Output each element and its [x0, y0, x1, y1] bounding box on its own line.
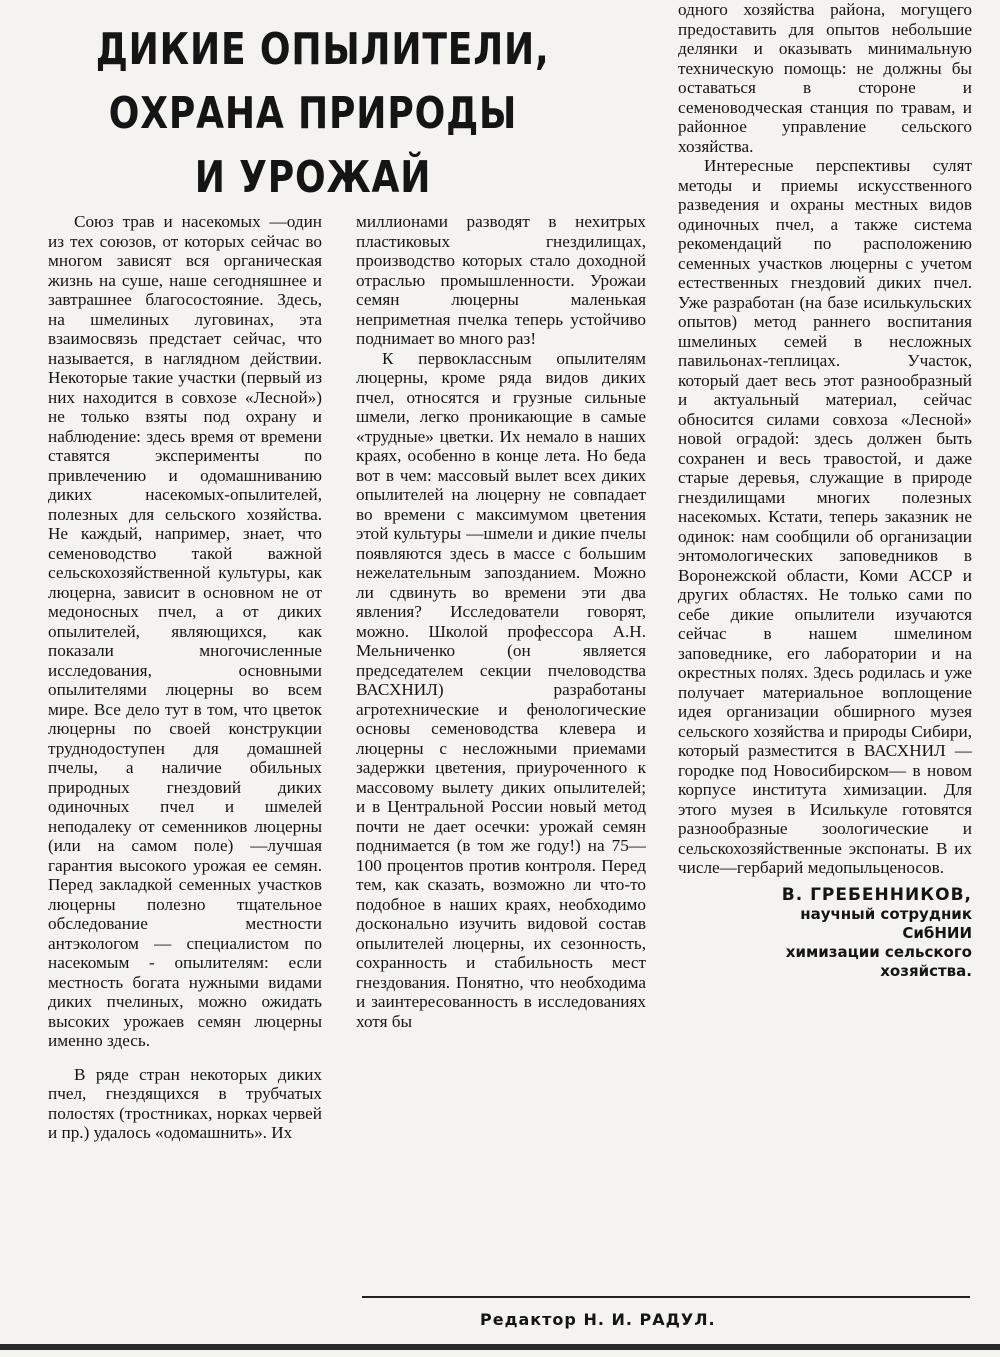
article-column-1: [48, 212, 322, 1143]
author-title-line-2: СибНИИ: [902, 923, 972, 942]
author-title-line-4: хозяйства.: [880, 961, 972, 980]
column-1-paragraph-2: В ряде стран некоторых диких пчел, гнездящихся в трубчатых полостях (тростниках, норках червей и пр.) удалось «одомашнить». Их: [48, 1064, 322, 1142]
column-3-paragraph-2: Интересные перспективы сулят методы и приемы искусственного разведения и охраны местных видов одиночных пчел, а также система рекомендаций по расположению семенных участков люцерны с учетом естественных гнездовий диких пчел. Уже разработан (на базе исилькульских опытов) метод раннего воспитания шмелиных семей в несложных павильонах-теплицах. Участок, который дает весь этот разнообразный и актуальный материал, сейчас обносится силами совхоза «Лесной» новой оградой: здесь должен быть сохранен и весь травостой, и даже старые деревья, служащие в природе гнездилищами многих полезных насекомых. Кстати, теперь заказник не одинок: нам сообщили об организации энтомологических заповедников в Воронежской области, Коми АССР и других областях. Не только сами по себе дикие опылители изучаются сейчас в нашем шмелином заповеднике, его лаборатории и на окрестных полях. Здесь родилась и уже получает материальное воплощение идея организации обширного музея сельского хозяйства и природы Сибири, который разместится в ВАСХНИЛ —городке под Новосибирском— в новом корпусе института химизации. Для этого музея в Исилькуле готовятся разнообразные зоологические и сельскохозяйственные экспонаты. В их числе—гербарий медопыльценосов.: [678, 156, 972, 877]
column-2-paragraph-1: миллионами разводят в нехитрых пластиковых гнездилищах, производство которых стало доходной отраслью промышленности. Урожаи семян люцерны маленькая неприметная пчелка теперь устойчиво поднимает во много раз!: [356, 212, 646, 348]
column-3-paragraph-1: одного хозяйства района, могущего предоставить для опытов небольшие делянки и оказывать минимальную техническую помощь: не должны бы оставаться в стороне и семеноводческая станция по травам, и районное управление сельского хозяйства.: [678, 0, 972, 156]
page-bottom-rule: [0, 1344, 1000, 1350]
author-name: В. ГРЕБЕННИКОВ,: [781, 884, 972, 905]
author-signature: [678, 886, 972, 981]
author-title-line-1: научный сотрудник: [800, 904, 972, 923]
article-column-3: [678, 0, 972, 981]
footer-divider: [362, 1296, 970, 1298]
headline-line-3: И УРОЖАЙ: [194, 152, 432, 203]
editor-credit: Редактор Н. И. РАДУЛ.: [480, 1310, 716, 1329]
column-1-paragraph-1: Союз трав и насекомых —один из тех союзов, от которых сейчас во многом зависят вся органическая жизнь на суше, наше сегодняшнее и завтрашнее благосостояние. Здесь, на шмелиных луговинах, эта взаимосвязь предстает сейчас, что называется, в наглядном действии. Некоторые такие участки (первый из них находится в совхозе «Лесной») не только взяты под охрану и наблюдение: здесь время от времени ставятся эксперименты по привлечению и одомашниванию диких насекомых-опылителей, полезных для сельского хозяйства. Не каждый, например, знает, что семеноводство такой важной сельскохозяйственной культуры, как люцерна, зависит в основном не от медоносных пчел, а от диких опылителей, являющихся, как показали многочисленные исследования, основными опылителями люцерны во всем мире. Все дело тут в том, что цветок люцерны по своей конструкции труднодоступен для домашней пчелы, а наличие обильных природных гнездовий диких одиночных пчел и шмелей неподалеку от семенников люцерны (или на самом поле) —лучшая гарантия высокого урожая ее семян. Перед закладкой семенных участков люцерны полезно тщательное обследование местности антэкологом — специалистом по насекомым - опылителям: если местность богата нужными видами диких пчелиных, можно ожидать высоких урожаев семян люцерны именно здесь.: [48, 212, 322, 1050]
article-headline: [95, 18, 550, 210]
headline-line-2: ОХРАНА ПРИРОДЫ: [108, 88, 518, 139]
column-2-paragraph-2: К первоклассным опылителям люцерны, кроме ряда видов диких пчел, относятся и грузные сильные шмели, легко проникающие в самые «трудные» цветки. Их немало в наших краях, особенно в конце лета. Но беда вот в чем: массовый вылет всех диких опылителей на люцерну не совпадает во времени с максимумом цветения этой культуры —шмели и дикие пчелы появляются здесь в массе с большим нежелательным запозданием. Можно ли сдвинуть во времени эти два явления? Исследователи говорят, можно. Школой профессора А.Н. Мельниченко (он является председателем секции пчеловодства ВАСХНИЛ) разработаны агротехнические и фенологические основы семеноводства клевера и люцерны с несложными приемами задержки цветения, приуроченного к массовому вылету диких опылителей; и в Центральной России новый метод почти не дает осечки: урожай семян поднимается (в том же году!) на 75—100 процентов против контроля. Перед тем, как сказать, возможно ли что-то подобное в наших краях, необходимо досконально изучить видовой состав опылителей люцерны, их сезонность, сохранность и стабильность мест гнездования. Понятно, что необходима и заинтересованность в исследованиях хотя бы: [356, 348, 646, 1031]
author-title-line-3: химизации сельского: [785, 942, 972, 961]
article-column-2: [356, 212, 646, 1031]
headline-line-1: ДИКИЕ ОПЫЛИТЕЛИ,: [95, 24, 550, 75]
